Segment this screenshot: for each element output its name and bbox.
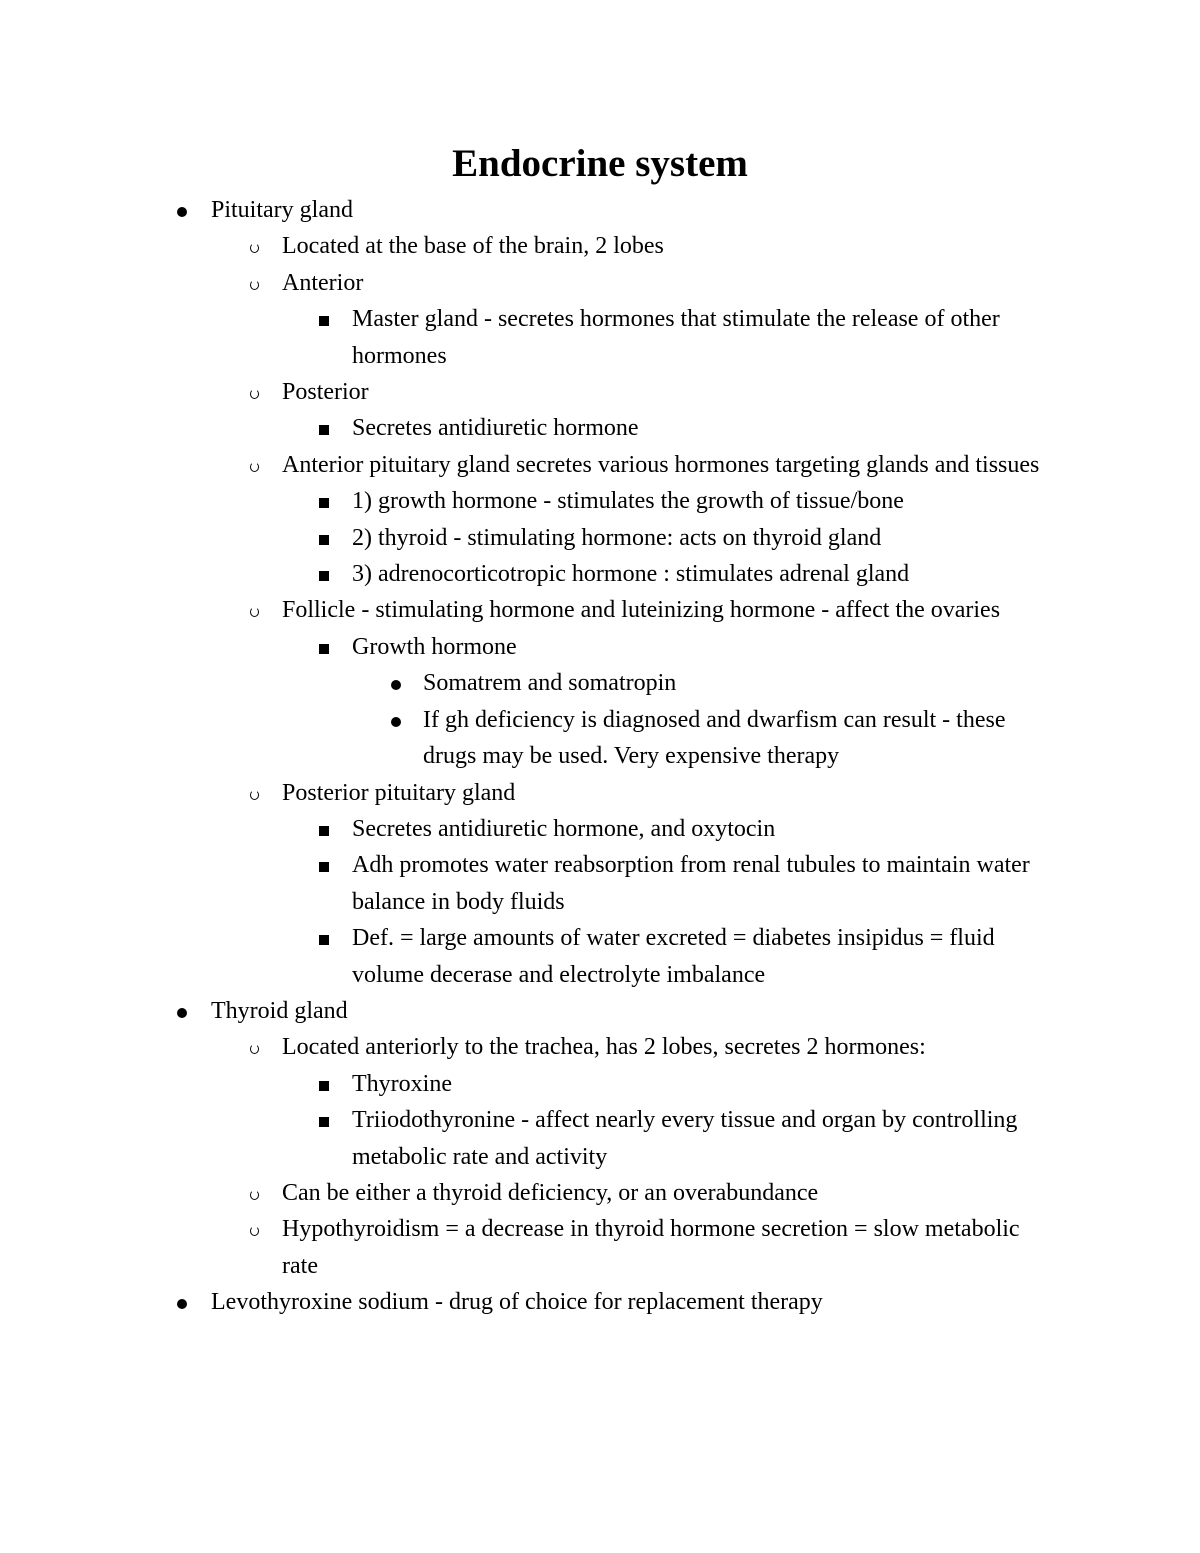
list-item — [0, 665, 1043, 701]
page-title: Endocrine system — [452, 142, 748, 185]
list-item-text: Can be either a thyroid deficiency, or an overabundance — [282, 1179, 819, 1206]
list-item-text: Secretes antidiuretic hormone — [352, 415, 639, 442]
list-item-text: Somatrem and somatropin — [423, 670, 677, 697]
list-item — [0, 1029, 1042, 1065]
list-item — [0, 192, 1031, 228]
list-item — [0, 920, 1042, 993]
list-item — [0, 1284, 1031, 1320]
list-item — [0, 447, 1042, 483]
list-item — [0, 1102, 1042, 1175]
list-item-text: Located anteriorly to the trachea, has 2 lobes, secretes 2 hormones: — [282, 1034, 926, 1061]
list-item — [0, 556, 1042, 592]
list-item — [0, 629, 1042, 665]
list-item-text: 3) adrenocorticotropic hormone : stimulates adrenal gland — [352, 561, 910, 588]
list-item — [0, 520, 1042, 556]
list-item-text: If gh deficiency is diagnosed and dwarfism can result - these drugs may be used. Very expensive therapy — [423, 706, 1006, 770]
list-item-text: Anterior pituitary gland secretes various hormones targeting glands and tissues — [282, 451, 1040, 478]
list-item — [0, 228, 1042, 264]
list-item-text: Growth hormone — [352, 633, 517, 660]
list-item — [0, 811, 1042, 847]
list-item — [0, 374, 1042, 410]
list-item-text: Pituitary gland — [211, 197, 353, 223]
list-item — [0, 483, 1042, 519]
list-item — [0, 993, 1031, 1029]
list-item-text: Master gland - secretes hormones that stimulate the release of other hormones — [352, 306, 1000, 369]
bullet-outline — [0, 192, 1200, 1321]
list-item-text: 1) growth hormone - stimulates the growth of tissue/bone — [352, 488, 904, 515]
list-item-text: Anterior — [282, 269, 364, 296]
list-item — [0, 592, 1042, 628]
list-item — [0, 1066, 1042, 1102]
list-item-text: Thyroxine — [352, 1070, 452, 1097]
list-item — [0, 410, 1042, 446]
list-item-text: Levothyroxine sodium - drug of choice for replacement therapy — [211, 1289, 823, 1316]
list-item — [0, 1175, 1042, 1211]
list-item-text: Posterior — [282, 379, 369, 406]
list-item-text: Adh promotes water reabsorption from renal tubules to maintain water balance in body fluids — [352, 852, 1030, 915]
list-item-text: Thyroid gland — [211, 997, 348, 1024]
list-item — [0, 1211, 1042, 1284]
list-item-text: Hypothyroidism = a decrease in thyroid hormone secretion = slow metabolic rate — [282, 1216, 1020, 1279]
list-item — [0, 847, 1042, 920]
list-item — [0, 265, 1042, 301]
list-item-text: Posterior pituitary gland — [282, 779, 516, 806]
list-item — [0, 301, 1042, 374]
list-item-text: Triiodothyronine - affect nearly every tissue and organ by controlling metabolic rate and activity — [352, 1107, 1018, 1170]
list-item-text: Located at the base of the brain, 2 lobes — [282, 233, 664, 260]
list-item — [0, 775, 1042, 811]
list-item — [0, 702, 1043, 775]
list-item-text: Def. = large amounts of water excreted = diabetes insipidus = fluid volume decerase and electrolyte imbalance — [352, 925, 995, 988]
list-item-text: Secretes antidiuretic hormone, and oxytocin — [352, 815, 776, 842]
list-item-text: Follicle - stimulating hormone and luteinizing hormone - affect the ovaries — [282, 597, 1001, 624]
list-item-text: 2) thyroid - stimulating hormone: acts on thyroid gland — [352, 524, 882, 551]
